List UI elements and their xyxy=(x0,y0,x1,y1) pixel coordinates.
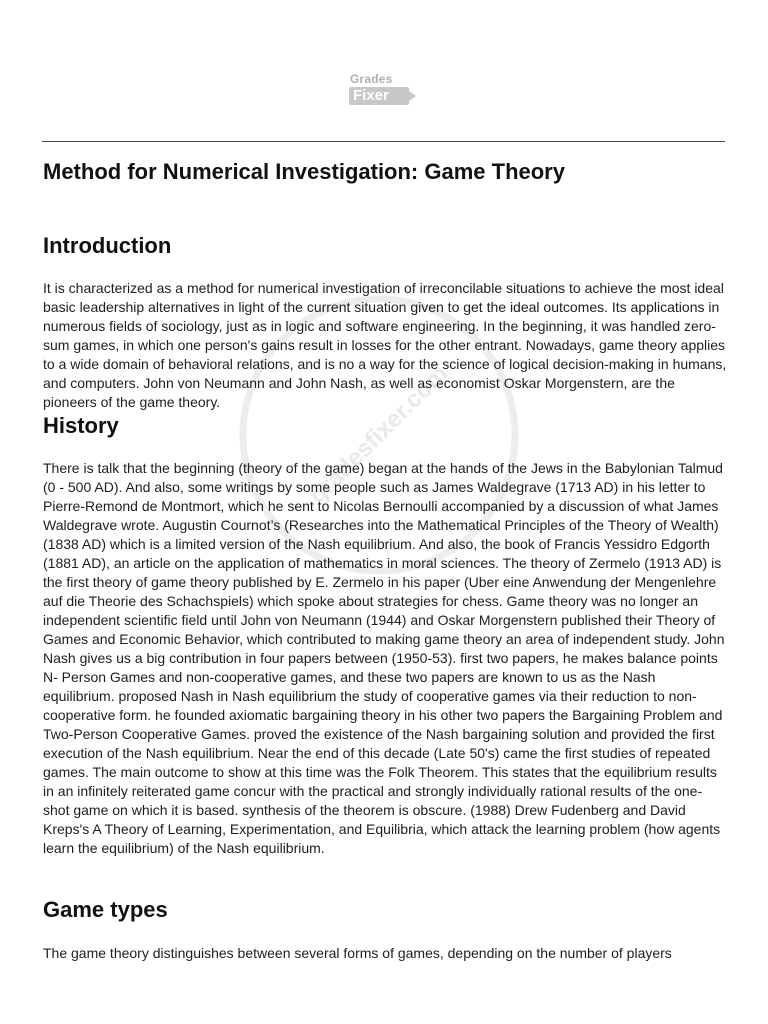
section-heading-history: History xyxy=(43,413,119,438)
section-body-history: There is talk that the beginning (theory of the game) began at the hands of the Jews in the Babylonian Talmud (0 - 500 AD). And also, some writings by some people such as James Waldegrave (1713 AD) in his letter to Pierre-Remond de Montmort, which he sent to Nicolas Bernoulli accompanied by a discussion of what James Waldegrave wrote. Augustin Cournot’s (Researches into the Mathematical Principles of the Theory of Wealth) (1838 AD) which is a limited version of the Nash equilibrium. And also, the book of Francis Yessidro Edgorth (1881 AD), an article on the application of mathematics in moral sciences. The theory of Zermelo (1913 AD) is the first theory of game theory published by E. Zermelo in his paper (Uber eine Anwendung der Mengenlehre auf die Theorie des Schachspiels) which spoke about strategies for chess. Game theory was no longer an independent scientific field until John von Neumann (1944) and Oskar Morgenstern published their Theory of Games and Economic Behavior, which contributed to making game theory an area of independent study. John Nash gives us a big contribution in four papers between (1950-53). first two papers, he makes balance points N- Person Games and non-cooperative games, and these two papers are known to us as the Nash equilibrium. proposed Nash in Nash equilibrium the study of cooperative games via their reduction to non-cooperative form. he founded axiomatic bargaining theory in his other two papers the Bargaining Problem and Two-Person Cooperative Games. proved the existence of the Nash bargaining solution and provided the first execution of the Nash equilibrium. Near the end of this decade (Late 50's) came the first studies of repeated games. The main outcome to show at this time was the Folk Theorem. This states that the equilibrium results in an infinitely reiterated game concur with the practical and strongly individually rational results of the one-shot game on which it is based. synthesis of the theorem is obscure. (1988) Drew Fudenberg and David Kreps's A Theory of Learning, Experimentation, and Equilibria, which attack the learning problem (how agents learn the equilibrium) of the Nash equilibrium. xyxy=(43,460,725,856)
gradesfixer-logo xyxy=(349,72,421,108)
section-body-game-types: The game theory distinguishes between several forms of games, depending on the number of players xyxy=(43,945,672,961)
logo-badge xyxy=(349,87,409,105)
section-heading-game-types: Game types xyxy=(43,897,168,922)
watermark-text: gradesfixer.com xyxy=(304,360,454,510)
header-divider xyxy=(42,141,725,142)
section-heading-introduction: Introduction xyxy=(43,233,172,258)
logo-top-text: Grades xyxy=(350,72,393,86)
logo-bottom-text: Fixer xyxy=(353,87,389,104)
logo-arrow-icon xyxy=(409,91,416,101)
document-title: Method for Numerical Investigation: Game Theory xyxy=(43,159,565,184)
section-body-introduction: It is characterized as a method for numerical investigation of irreconcilable situations to achieve the most ideal basic leadership alternatives in light of the current situation given to get the ideal outcomes. Its applications in numerous fields of sociology, just as in logic and software engineering. In the beginning, it was handled zero-sum games, in which one person's gains result in losses for the other entrant. Nowadays, game theory applies to a wide domain of behavioral relations, and is no a way for the science of logical decision-making in humans, and computers. John von Neumann and John Nash, as well as economist Oskar Morgenstern, are the pioneers of the game theory. xyxy=(43,280,727,410)
